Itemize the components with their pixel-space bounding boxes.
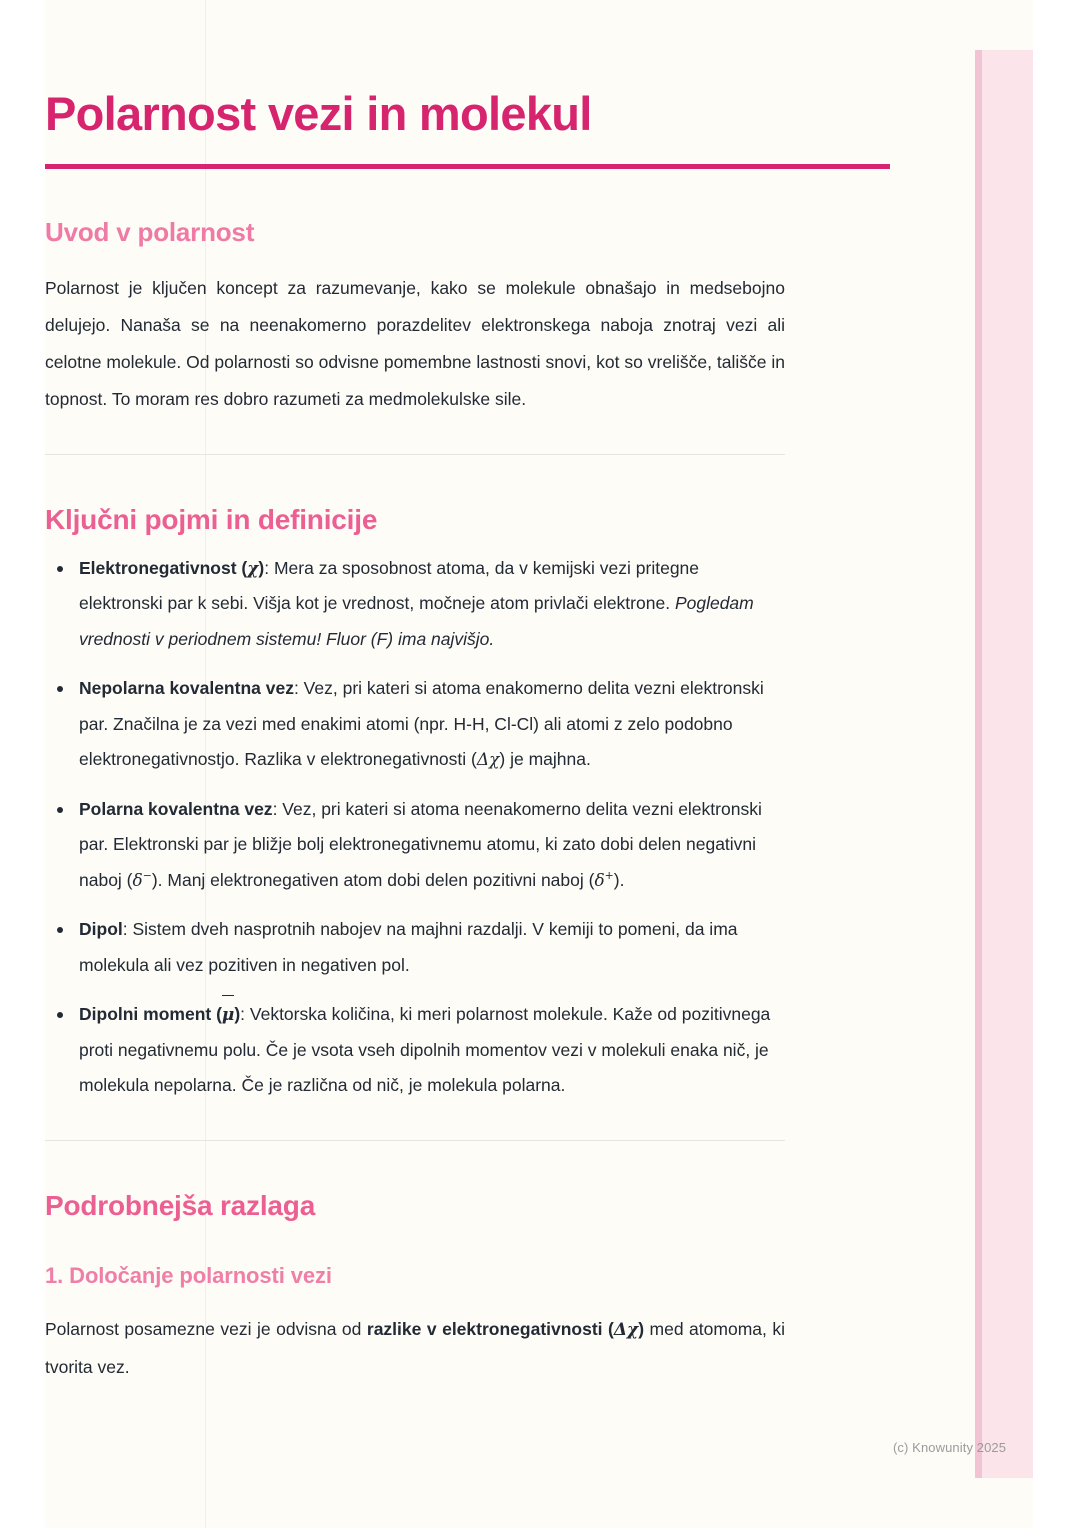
term-emphasis: Pogledam vrednosti v periodnem sistemu! Fluor (F) ima najvišjo. bbox=[79, 593, 754, 649]
mu-vector-symbol: μ bbox=[222, 998, 234, 1032]
delta-superscript-minus: − bbox=[142, 869, 152, 883]
detail-paragraph bbox=[45, 1289, 785, 1386]
section-heading-detail: Podrobnejša razlaga bbox=[45, 1190, 316, 1221]
term-body: : Sistem dveh nasprotnih nabojev na majhni razdalji. V kemiji to pomeni, da ima molekula ali vez pozitiven in negativen pol. bbox=[79, 919, 738, 975]
list-item bbox=[45, 912, 785, 983]
document-content bbox=[45, 0, 835, 1386]
term-label-end: ) bbox=[258, 557, 265, 578]
intro-paragraph: Polarnost je ključen koncept za razumevanje, kako se molekule obnašajo in medsebojno delujejo. Nanaša se na neenakomerno porazdelitev elektronskega naboja znotraj vezi ali celotne molekule. Od polarnosti so odvisne pomembne lastnosti snovi, kot so vrelišče, tališče in topnost. To moram res dobro razumeti za medmolekulske sile. bbox=[45, 277, 785, 410]
term-body: : Mera za sposobnost atoma, da v kemijski vezi pritegne elektronski par k sebi. Višja kot je vrednost, močneje atom privlači elektrone. bbox=[79, 557, 700, 614]
term-body-b: ) je majhna. bbox=[499, 749, 591, 770]
delta-symbol-negative: δ bbox=[132, 870, 143, 891]
detail-text-a: Polarnost posamezne vezi je odvisna od bbox=[45, 1318, 367, 1339]
delta-chi-symbol: Δχ bbox=[476, 750, 500, 771]
page-title: Polarnost vezi in molekul bbox=[45, 87, 592, 140]
section-heading-intro: Uvod v polarnost bbox=[45, 216, 255, 247]
delta-superscript-plus: + bbox=[604, 869, 614, 883]
term-body-b: ). Manj elektronegativen atom dobi delen pozitivni naboj ( bbox=[151, 869, 595, 890]
copyright-watermark: (c) Knowunity 2025 bbox=[893, 1440, 1007, 1455]
term-label: Dipol bbox=[79, 919, 123, 940]
delta-symbol-positive: δ bbox=[594, 870, 605, 891]
list-item bbox=[45, 792, 785, 899]
term-label: Dipolni moment ( bbox=[79, 1004, 222, 1025]
chi-symbol: χ bbox=[247, 558, 259, 579]
detail-bold-a: razlike v elektronegativnosti ( bbox=[366, 1318, 614, 1339]
detail-text-b: med atomoma, ki tvorita vez. bbox=[45, 1318, 785, 1377]
term-label: Elektronegativnost ( bbox=[79, 557, 248, 578]
section-heading-key-terms: Ključni pojmi in definicije bbox=[45, 504, 378, 536]
decorative-side-band bbox=[975, 50, 1033, 1478]
term-body: : Vektorska količina, ki meri polarnost molekule. Kaže od pozitivnega proti negativnemu polu. Če je vsota vseh dipolnih momentov vezi v molekuli enaka nič, je molekula nepolarna. Če je različna od nič, je molekula polarna. bbox=[79, 1004, 771, 1096]
key-terms-list bbox=[45, 537, 835, 1104]
term-body-a: : Vez, pri kateri si atoma neenakomerno delita vezni elektronski par. Elektronski par je bližje bolj elektronegativnemu atomu, ki zato dobi delen negativni naboj ( bbox=[79, 798, 762, 890]
detail-bold-b: ) bbox=[638, 1318, 645, 1339]
list-item bbox=[45, 551, 785, 658]
list-item bbox=[45, 997, 785, 1104]
subsection-heading-bond-polarity: 1. Določanje polarnosti vezi bbox=[45, 1262, 332, 1288]
term-label: Nepolarna kovalentna vez bbox=[79, 678, 294, 699]
delta-chi-symbol: Δχ bbox=[613, 1319, 639, 1340]
term-body-a: : Vez, pri kateri si atoma enakomerno delita vezni elektronski par. Značilna je za vezi med enakimi atomi (npr. H-H, Cl-Cl) ali atomi z zelo podobno elektronegativnostjo. Razlika v elektronegativnosti ( bbox=[79, 678, 764, 770]
term-label-end: ) bbox=[234, 1004, 241, 1025]
decorative-side-band-edge bbox=[975, 50, 982, 1478]
list-item bbox=[45, 671, 785, 778]
term-label: Polarna kovalentna vez bbox=[79, 798, 273, 819]
term-body-c: ). bbox=[613, 869, 625, 890]
